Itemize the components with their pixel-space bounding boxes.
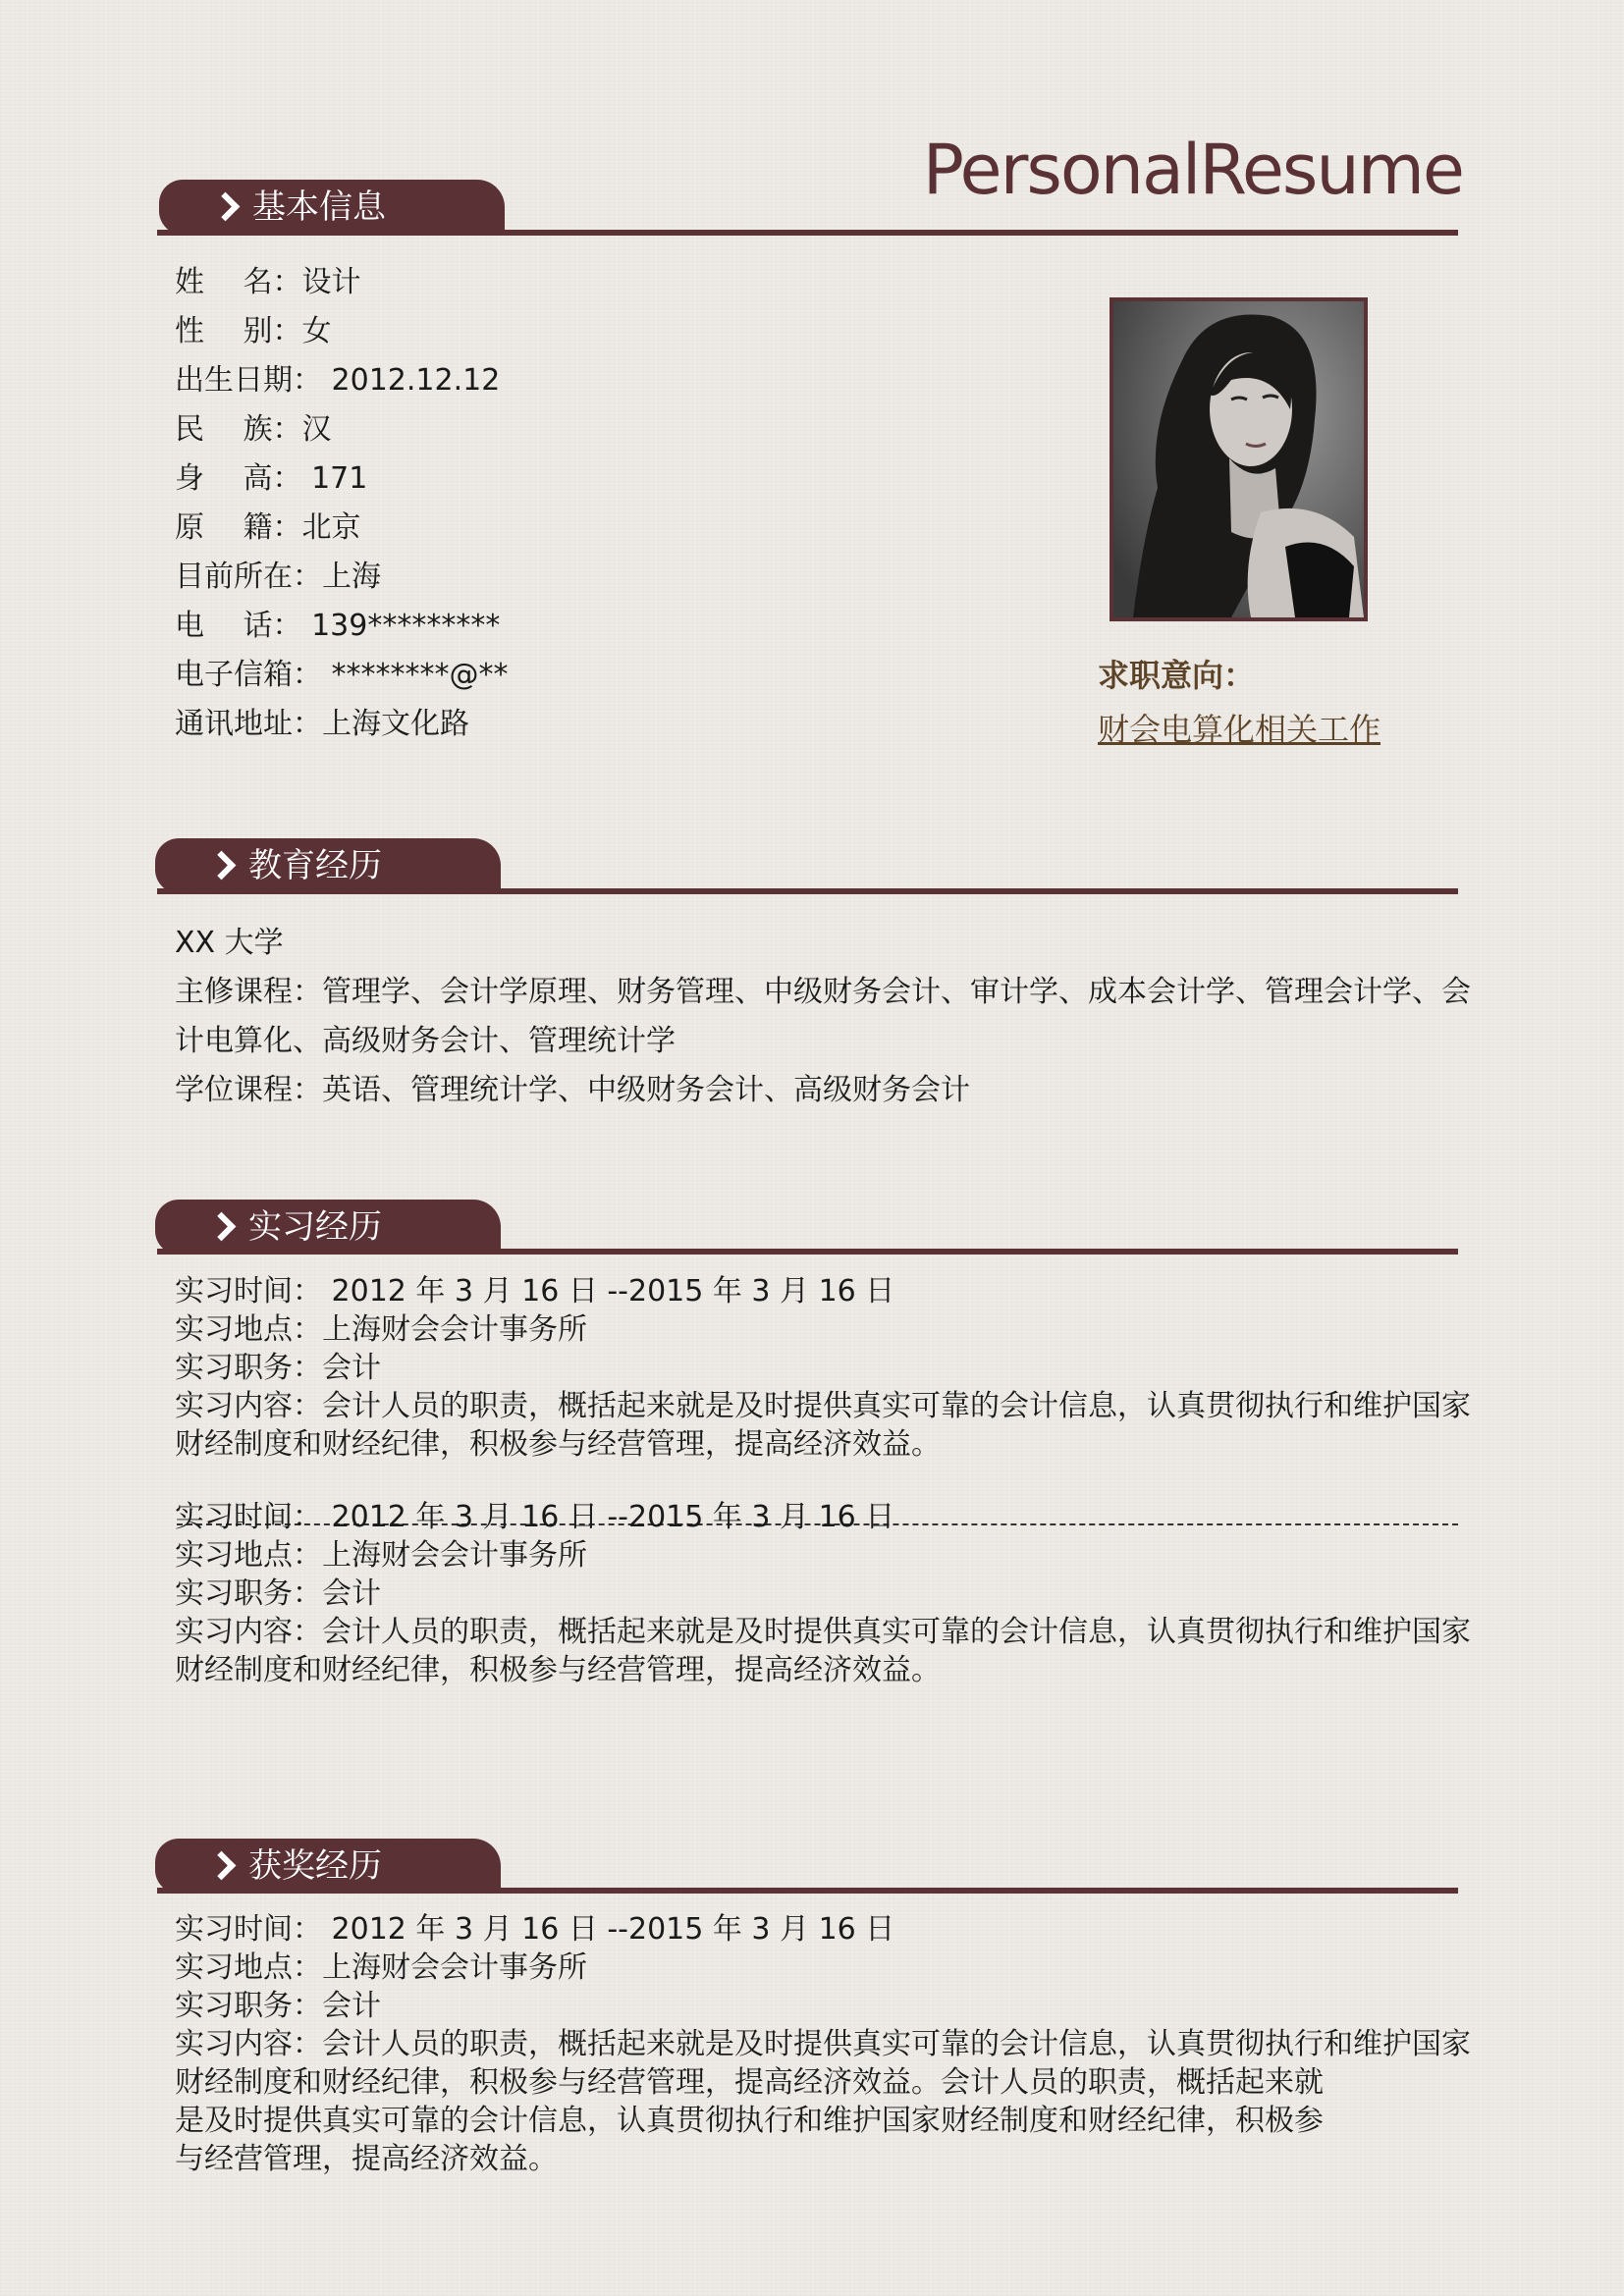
entry-content: 实习内容：会计人员的职责，概括起来就是及时提供真实可靠的会计信息，认真贯彻执行和维护国家 (175, 1615, 1471, 1649)
job-objective-label: 求职意向： (1098, 657, 1256, 694)
portrait-image (1113, 301, 1364, 617)
education-content (175, 919, 1471, 1115)
education-line-major-cont: 计电算化、高级财务会计、管理统计学 (175, 1024, 676, 1058)
awards-entry (175, 1910, 1471, 2178)
info-row-address: 通讯地址：上海文化路 (175, 707, 469, 741)
entry-time: 实习时间： 2012 年 3 月 16 日 --2015 年 3 月 16 日 (175, 1274, 895, 1308)
info-row-phone: 电 话： 139********* (175, 609, 501, 643)
info-row-birthdate: 出生日期： 2012.12.12 (175, 363, 501, 398)
section-heading: 基本信息 (252, 187, 386, 227)
info-row-name: 姓 名：设计 (175, 265, 361, 299)
section-heading: 实习经历 (248, 1207, 382, 1247)
chevron-right-icon (207, 1212, 237, 1242)
education-line-major: 主修课程：管理学、会计学原理、财务管理、中级财务会计、审计学、成本会计学、管理会计学、会 (175, 975, 1471, 1009)
info-row-ethnicity: 民 族：汉 (175, 412, 332, 447)
section-tab-internship (155, 1200, 501, 1255)
info-row-height: 身 高： 171 (175, 461, 368, 496)
entry-time: 实习时间： 2012 年 3 月 16 日 --2015 年 3 月 16 日 (175, 1500, 895, 1534)
section-tab-basic (159, 180, 505, 235)
basic-info-list (175, 258, 509, 749)
entry-role: 实习职务：会计 (175, 1351, 381, 1385)
entry-content-cont: 财经制度和财经纪律，积极参与经营管理，提高经济效益。 (175, 1653, 941, 1687)
entry-place: 实习地点：上海财会会计事务所 (175, 1312, 587, 1347)
entry-role: 实习职务：会计 (175, 1989, 381, 2023)
section-tab-education (155, 838, 501, 893)
entry-content-cont: 与经营管理，提高经济效益。 (175, 2142, 558, 2176)
chevron-right-icon (211, 192, 241, 222)
entry-content-cont: 财经制度和财经纪律，积极参与经营管理，提高经济效益。会计人员的职责，概括起来就 (175, 2065, 1324, 2100)
education-line-school: XX 大学 (175, 926, 284, 960)
resume-title: PersonalResume (922, 130, 1463, 210)
entry-content: 实习内容：会计人员的职责，概括起来就是及时提供真实可靠的会计信息，认真贯彻执行和维护国家 (175, 2027, 1471, 2061)
job-objective-link[interactable]: 财会电算化相关工作 (1098, 711, 1381, 748)
info-row-origin: 原 籍：北京 (175, 510, 361, 545)
info-row-location: 目前所在：上海 (175, 560, 381, 594)
chevron-right-icon (207, 1851, 237, 1881)
internship-entry (175, 1272, 1471, 1464)
entry-content: 实习内容：会计人员的职责，概括起来就是及时提供真实可靠的会计信息，认真贯彻执行和维护国家 (175, 1389, 1471, 1423)
entry-content-cont: 财经制度和财经纪律，积极参与经营管理，提高经济效益。 (175, 1427, 941, 1462)
entry-time: 实习时间： 2012 年 3 月 16 日 --2015 年 3 月 16 日 (175, 1912, 895, 1947)
entry-place: 实习地点：上海财会会计事务所 (175, 1538, 587, 1573)
info-row-gender: 性 别：女 (175, 314, 332, 348)
entry-content-cont: 是及时提供真实可靠的会计信息，认真贯彻执行和维护国家财经制度和财经纪律，积极参 (175, 2104, 1324, 2138)
section-heading: 教育经历 (248, 846, 382, 885)
internship-entry (175, 1498, 1471, 1689)
chevron-right-icon (207, 851, 237, 881)
section-tab-awards (155, 1839, 501, 1894)
entry-place: 实习地点：上海财会会计事务所 (175, 1950, 587, 1985)
section-heading: 获奖经历 (248, 1846, 382, 1886)
profile-photo (1110, 297, 1368, 621)
education-line-degree: 学位课程：英语、管理统计学、中级财务会计、高级财务会计 (175, 1073, 970, 1107)
entry-role: 实习职务：会计 (175, 1576, 381, 1611)
info-row-email: 电子信箱： ********@** (175, 658, 509, 692)
